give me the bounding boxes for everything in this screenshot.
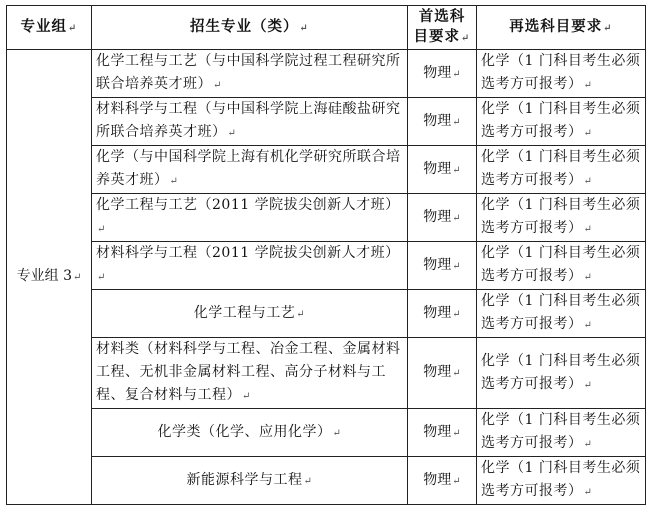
first-subject-cell: 物理↵ [408,290,477,338]
re-subject-cell: 化学（1 门科目考生必须选考方可报考）↵ [477,290,646,338]
re-subject-cell: 化学（1 门科目考生必须选考方可报考）↵ [477,409,646,457]
major-cell: 材料类（材料科学与工程、冶金工程、金属材料工程、无机非金属材料工程、高分子材料与工程、复合材料与工程）↵ [92,338,408,409]
major-cell: 新能源科学与工程↵ [92,457,408,505]
re-subject-cell: 化学（1 门科目考生必须选考方可报考）↵ [477,457,646,505]
group-cell: 专业组 3↵ [7,50,92,505]
table-row [7,242,646,290]
first-subject-cell: 物理↵ [408,457,477,505]
table-row [7,50,646,98]
first-subject-cell: 物理↵ [408,50,477,98]
header-major: 招生专业（类）↵ [92,6,408,50]
header-first-subject: 首选科目要求↵ [408,6,477,50]
re-subject-cell: 化学（1 门科目考生必须选考方可报考）↵ [477,98,646,146]
header-row [7,6,646,50]
table-row [7,98,646,146]
re-subject-cell: 化学（1 门科目考生必须选考方可报考）↵ [477,242,646,290]
major-cell: 材料科学与工程（2011 学院拔尖创新人才班）↵ [92,242,408,290]
re-subject-cell: 化学（1 门科目考生必须选考方可报考）↵ [477,338,646,409]
table-row [7,290,646,338]
major-cell: 化学（与中国科学院上海有机化学研究所联合培养英才班）↵ [92,146,408,194]
table-row [7,194,646,242]
first-subject-cell: 物理↵ [408,98,477,146]
major-cell: 材料科学与工程（与中国科学院上海硅酸盐研究所联合培养英才班）↵ [92,98,408,146]
major-cell: 化学工程与工艺↵ [92,290,408,338]
table-row [7,409,646,457]
first-subject-cell: 物理↵ [408,242,477,290]
re-subject-cell: 化学（1 门科目考生必须选考方可报考）↵ [477,194,646,242]
table-row [7,338,646,409]
first-subject-cell: 物理↵ [408,338,477,409]
header-group: 专业组↵ [7,6,92,50]
major-cell: 化学工程与工艺（2011 学院拔尖创新人才班）↵ [92,194,408,242]
subject-requirements-table [6,5,646,505]
major-cell: 化学工程与工艺（与中国科学院过程工程研究所联合培养英才班）↵ [92,50,408,98]
table-row [7,146,646,194]
first-subject-cell: 物理↵ [408,146,477,194]
table-row [7,457,646,505]
first-subject-cell: 物理↵ [408,194,477,242]
major-cell: 化学类（化学、应用化学）↵ [92,409,408,457]
re-subject-cell: 化学（1 门科目考生必须选考方可报考）↵ [477,50,646,98]
re-subject-cell: 化学（1 门科目考生必须选考方可报考）↵ [477,146,646,194]
first-subject-cell: 物理↵ [408,409,477,457]
header-re-subject: 再选科目要求↵ [477,6,646,50]
